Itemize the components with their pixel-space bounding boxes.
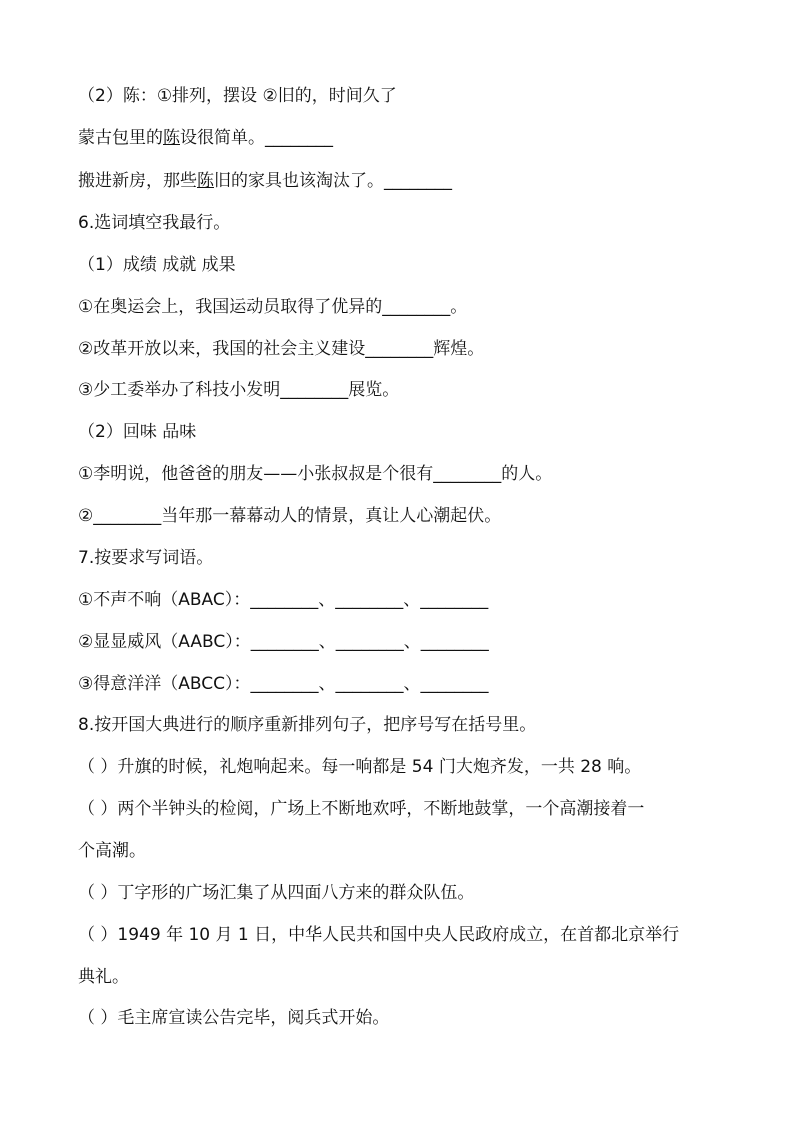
q7-item: ③得意洋洋（ABCC）：________、________、________ <box>78 674 489 694</box>
q7-title: 7.按要求写词语。 <box>78 548 214 568</box>
q8-title: 8.按开国大典进行的顺序重新排列句子，把序号写在括号里。 <box>78 715 537 735</box>
q6-part1-item: ①在奥运会上，我国运动员取得了优异的________。 <box>78 297 468 317</box>
q5-sentence-1 <box>78 126 333 150</box>
sentence-text-blank: 旧的家具也该淘汰了。________ <box>214 171 452 191</box>
q5-sentence-2 <box>78 169 452 193</box>
q8-item-continuation: 个高潮。 <box>78 841 146 861</box>
q8-item-continuation: 典礼。 <box>78 967 129 987</box>
sentence-text-blank: 设很简单。________ <box>180 128 333 148</box>
q8-item: （ ）丁字形的广场汇集了从四面八方来的群众队伍。 <box>78 883 475 903</box>
q8-item: （ ）1949 年 10 月 1 日，中华人民共和国中央人民政府成立，在首都北京举行 <box>78 925 680 945</box>
underlined-word: 陈 <box>163 128 180 148</box>
q6-part2-item: ②________当年那一幕幕动人的情景，真让人心潮起伏。 <box>78 506 502 526</box>
q8-item: （ ）两个半钟头的检阅，广场上不断地欢呼，不断地鼓掌，一个高潮接着一 <box>78 799 645 819</box>
q7-item: ②显显威风（AABC）：________、________、________ <box>78 632 489 652</box>
q6-title: 6.选词填空我最行。 <box>78 213 231 233</box>
sentence-text: 蒙古包里的 <box>78 128 163 148</box>
q6-part1-item: ③少工委举办了科技小发明________展览。 <box>78 380 400 400</box>
q8-item: （ ）毛主席宣读公告完毕，阅兵式开始。 <box>78 1008 390 1028</box>
q6-part1-item: ②改革开放以来，我国的社会主义建设________辉煌。 <box>78 339 485 359</box>
q6-part2-item: ①李明说，他爸爸的朋友——小张叔叔是个很有________的人。 <box>78 464 553 484</box>
q5-part2-heading: （2）陈：①排列，摆设 ②旧的，时间久了 <box>78 86 397 106</box>
underlined-word: 陈 <box>197 171 214 191</box>
q7-item: ①不声不响（ABAC）：________、________、________ <box>78 590 489 610</box>
q6-part1-word-options: （1）成绩 成就 成果 <box>78 255 236 275</box>
sentence-text: 搬进新房，那些 <box>78 171 197 191</box>
q6-part2-word-options: （2）回味 品味 <box>78 422 197 442</box>
q8-item: （ ）升旗的时候，礼炮响起来。每一响都是 54 门大炮齐发，一共 28 响。 <box>78 757 642 777</box>
